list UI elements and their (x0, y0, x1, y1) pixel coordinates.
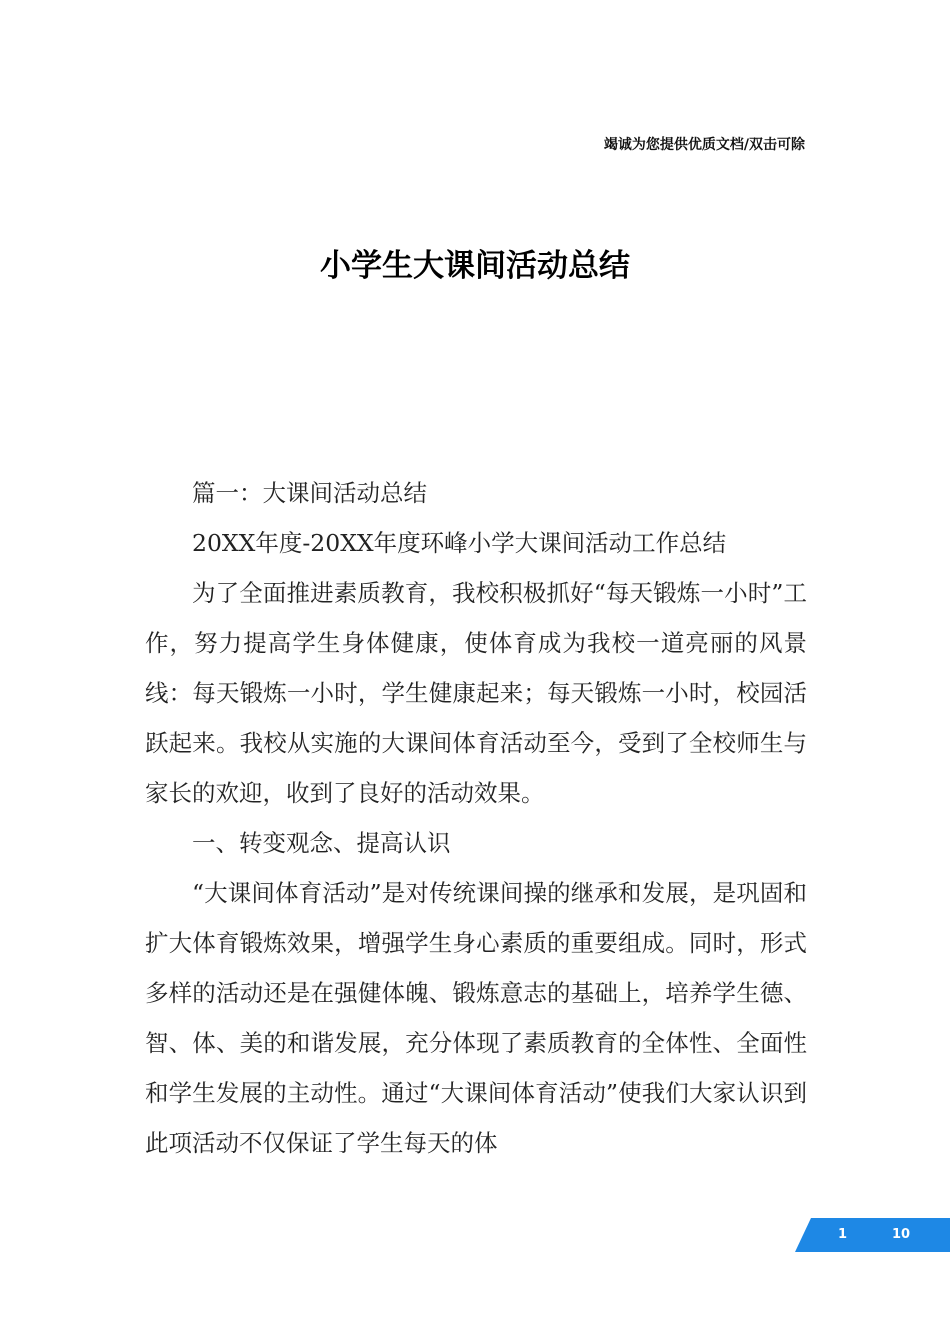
body-paragraph: 为了全面推进素质教育，我校积极抓好“每天锻炼一小时”工作，努力提高学生身体健康，使体育成为我校一道亮丽的风景线：每天锻炼一小时，学生健康起来；每天锻炼一小时，校园活跃起来。我校从实施的大课间体育活动至今，受到了全校师生与家长的欢迎，收到了良好的活动效果。 (145, 579, 807, 807)
header-note: 竭诚为您提供优质文档/双击可除 (603, 137, 805, 153)
report-subtitle: 20XX年度-20XX年度环峰小学大课间活动工作总结 (192, 529, 727, 557)
total-pages-number: 10 (892, 1227, 911, 1242)
page-badge-shape (795, 1218, 950, 1252)
current-page-number: 1 (838, 1227, 848, 1242)
document-title: 小学生大课间活动总结 (320, 248, 630, 284)
document-body (145, 468, 807, 1168)
subsection-heading: 一、转变观念、提高认识 (192, 829, 451, 857)
body-paragraph: “大课间体育活动”是对传统课间操的继承和发展，是巩固和扩大体育锻炼效果，增强学生身心素质的重要组成。同时，形式多样的活动还是在强健体魄、锻炼意志的基础上，培养学生德、智、体、美的和谐发展，充分体现了素质教育的全体性、全面性和学生发展的主动性。通过“大课间体育活动”使我们大家认识到此项活动不仅保证了学生每天的体 (145, 879, 807, 1157)
page-number-badge (795, 1218, 950, 1252)
section-heading: 篇一：大课间活动总结 (192, 479, 427, 507)
